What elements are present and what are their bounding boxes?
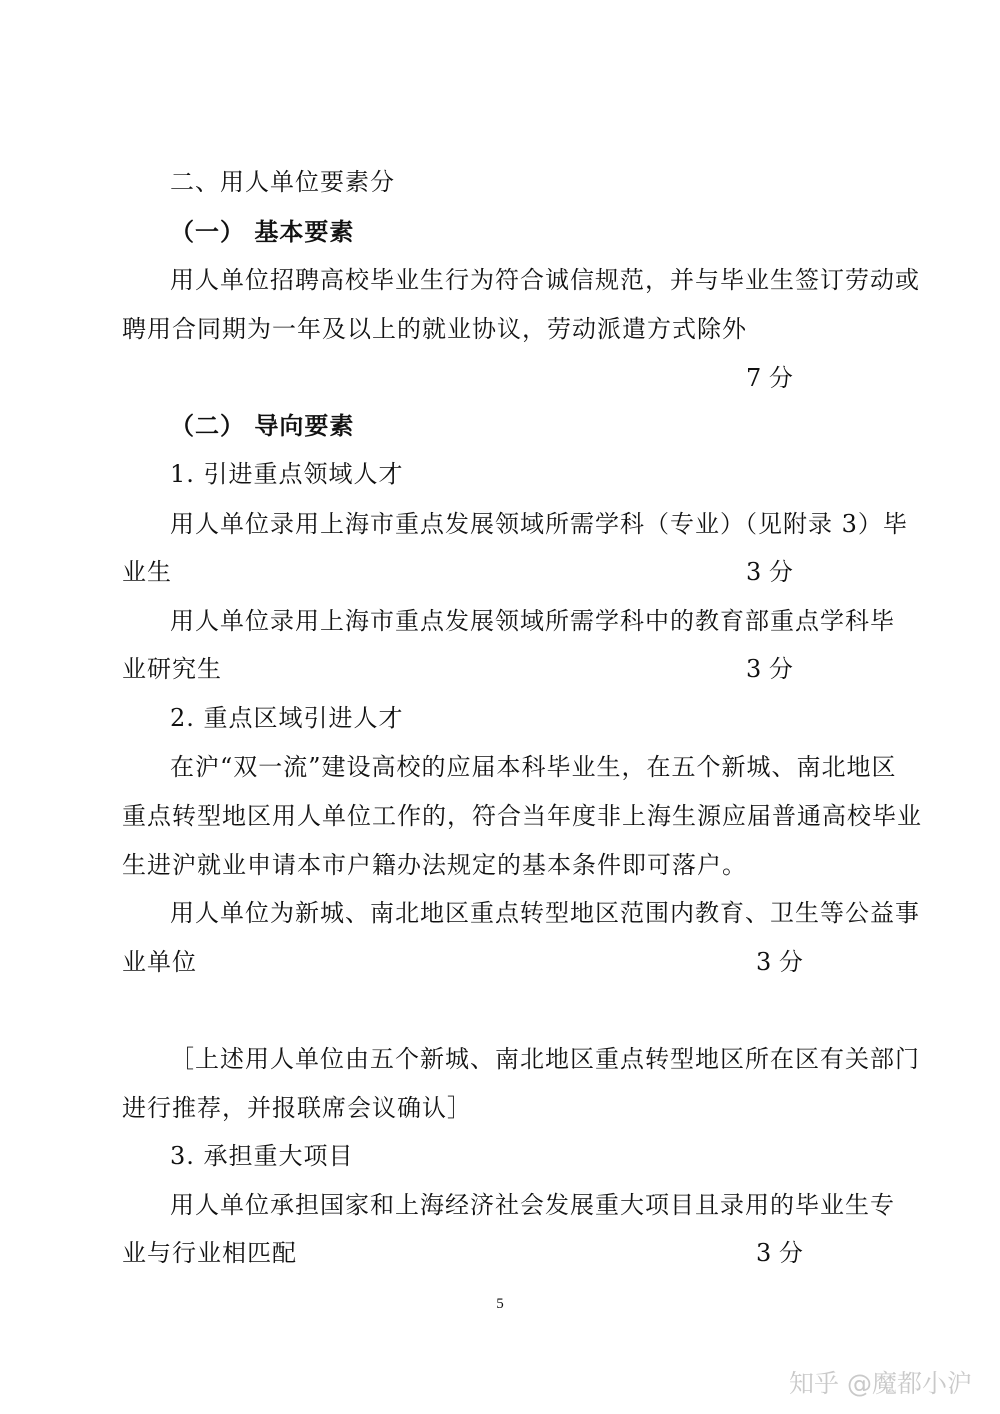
item2-q-line-1: 用人单位为新城、南北地区重点转型地区范围内教育、卫生等公益事 [170, 899, 920, 927]
basic-text-line-2: 聘用合同期为一年及以上的就业协议，劳动派遣方式除外 [122, 315, 747, 343]
basic-text-line-1: 用人单位招聘高校毕业生行为符合诚信规范，并与毕业生签订劳动或 [170, 266, 920, 294]
item2-note-line-1: ［上述用人单位由五个新城、南北地区重点转型地区所在区有关部门 [170, 1045, 920, 1073]
item1-a-score: 3 分 [746, 558, 793, 586]
item1-b-score: 3 分 [746, 655, 793, 683]
item2-q-score: 3 分 [756, 948, 803, 976]
basic-score: 7 分 [746, 364, 793, 392]
guide-heading: （二） 导向要素 [170, 411, 355, 440]
item3-line-2: 业与行业相匹配 [122, 1239, 297, 1267]
item1-title: 1. 引进重点领域人才 [170, 460, 404, 488]
page-number: 5 [496, 1296, 504, 1312]
item3-score: 3 分 [756, 1239, 803, 1267]
item3-line-1: 用人单位承担国家和上海经济社会发展重大项目且录用的毕业生专 [170, 1191, 895, 1219]
item3-title: 3. 承担重大项目 [170, 1142, 354, 1170]
watermark: 知乎 @魔都小沪 [789, 1369, 972, 1398]
basic-heading: （一） 基本要素 [170, 217, 355, 246]
item2-note-line-2: 进行推荐，并报联席会议确认］ [122, 1094, 472, 1122]
item1-a-line-2: 业生 [122, 558, 172, 586]
item2-q-line-2: 业单位 [122, 948, 197, 976]
item1-b-line-2: 业研究生 [122, 655, 222, 683]
item2-p-line-1: 在沪“双一流”建设高校的应届本科毕业生，在五个新城、南北地区 [170, 753, 897, 781]
item2-p-line-3: 生进沪就业申请本市户籍办法规定的基本条件即可落户。 [122, 851, 747, 879]
item2-title: 2. 重点区域引进人才 [170, 704, 404, 732]
item1-b-line-1: 用人单位录用上海市重点发展领域所需学科中的教育部重点学科毕 [170, 607, 895, 635]
item1-a-line-1: 用人单位录用上海市重点发展领域所需学科（专业）（见附录 3）毕 [170, 510, 908, 538]
item2-p-line-2: 重点转型地区用人单位工作的，符合当年度非上海生源应届普通高校毕业 [122, 802, 922, 830]
section-title: 二、用人单位要素分 [170, 168, 395, 196]
